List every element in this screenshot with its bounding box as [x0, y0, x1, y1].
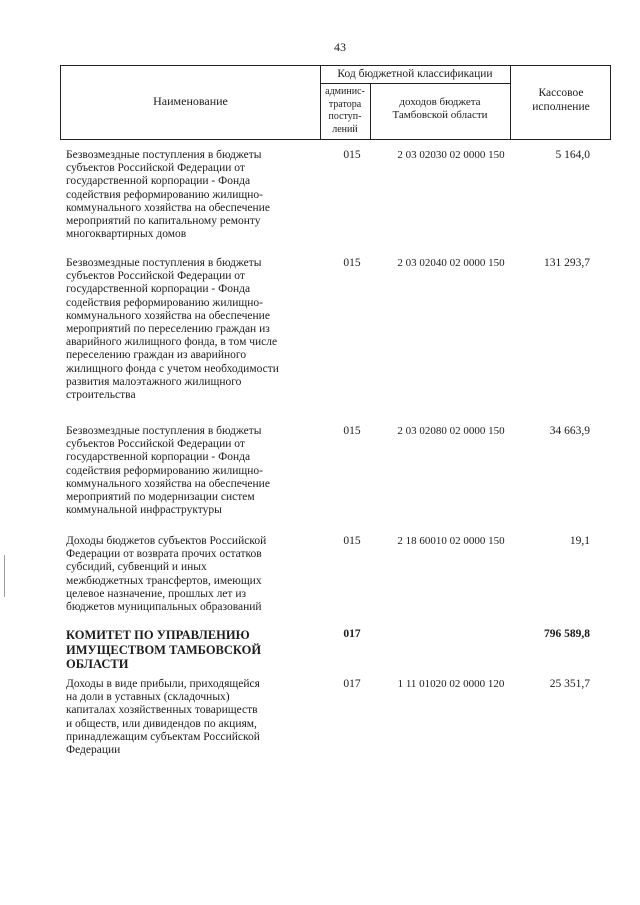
- header-income: доходов бюджета Тамбовской области: [392, 96, 488, 121]
- row-admin-code: 015: [343, 425, 361, 437]
- row-income-code: 2 03 02040 02 0000 150: [397, 257, 505, 269]
- row-name: Безвозмездные поступления в бюджеты субъектов Российской Федерации от государственной корпорации - Фонда содействия реформированию жилищно- коммунального хозяйства на обеспечение мероприятий по модернизации систем коммунальной инфраструктуры: [66, 425, 270, 517]
- row-name: Доходы бюджетов субъектов Российской Федерации от возврата прочих остатков субсидий, субвенций и иных межбюджетных трансфертов, имеющих целевое назначение, прошлых лет из бюджетов муниципальных образований: [66, 535, 267, 614]
- row-admin-code: 017: [343, 678, 361, 690]
- row-income-code: 1 11 01020 02 0000 120: [397, 678, 505, 690]
- section-title: КОМИТЕТ ПО УПРАВЛЕНИЮ ИМУЩЕСТВОМ ТАМБОВСКОЙ ОБЛАСТИ: [66, 628, 262, 671]
- row-amount: 19,1: [569, 535, 590, 547]
- header-divider: [320, 83, 510, 84]
- row-name: Безвозмездные поступления в бюджеты субъектов Российской Федерации от государственной корпорации - Фонда содействия реформированию жилищно- коммунального хозяйства на обеспечение мероприятий по капитальному ремонту многоквартирных домов: [66, 149, 270, 241]
- row-admin-code: 015: [343, 257, 361, 269]
- row-amount: 131 293,7: [544, 257, 590, 269]
- table-header: [60, 65, 611, 140]
- header-execution: Кассовое исполнение: [532, 87, 590, 113]
- row-income-code: 2 18 60010 02 0000 150: [397, 535, 505, 547]
- header-admin: админис- тратора поступ- лений: [325, 86, 365, 135]
- row-income-code: 2 03 02030 02 0000 150: [397, 149, 505, 161]
- row-admin-code: 017: [343, 628, 361, 640]
- row-amount: 34 663,9: [549, 425, 590, 437]
- row-amount: 5 164,0: [555, 149, 590, 161]
- row-amount: 25 351,7: [549, 678, 590, 690]
- page-number: 43: [334, 40, 346, 54]
- header-code-group: Код бюджетной классификации: [337, 68, 493, 80]
- row-name: Безвозмездные поступления в бюджеты субъектов Российской Федерации от государственной корпорации - Фонда содействия реформированию жилищно- коммунального хозяйства на обеспечение мероприятий по переселению граждан из аварийного жилищного фонда, в том числе переселению граждан из аварийного жилищного фонда с учетом необходимости развития малоэтажного жилищного строительства: [66, 257, 279, 402]
- row-admin-code: 015: [343, 149, 361, 161]
- row-amount: 796 589,8: [544, 628, 590, 640]
- row-admin-code: 015: [343, 535, 361, 547]
- scan-margin-mark: [4, 555, 5, 597]
- header-name: Наименование: [153, 94, 228, 108]
- row-name: Доходы в виде прибыли, приходящейся на доли в уставных (складочных) капиталах хозяйственных товариществ и обществ, или дивидендов по акциям, принадлежащим субъектам Российской Федерации: [66, 678, 260, 757]
- row-income-code: 2 03 02080 02 0000 150: [397, 425, 505, 437]
